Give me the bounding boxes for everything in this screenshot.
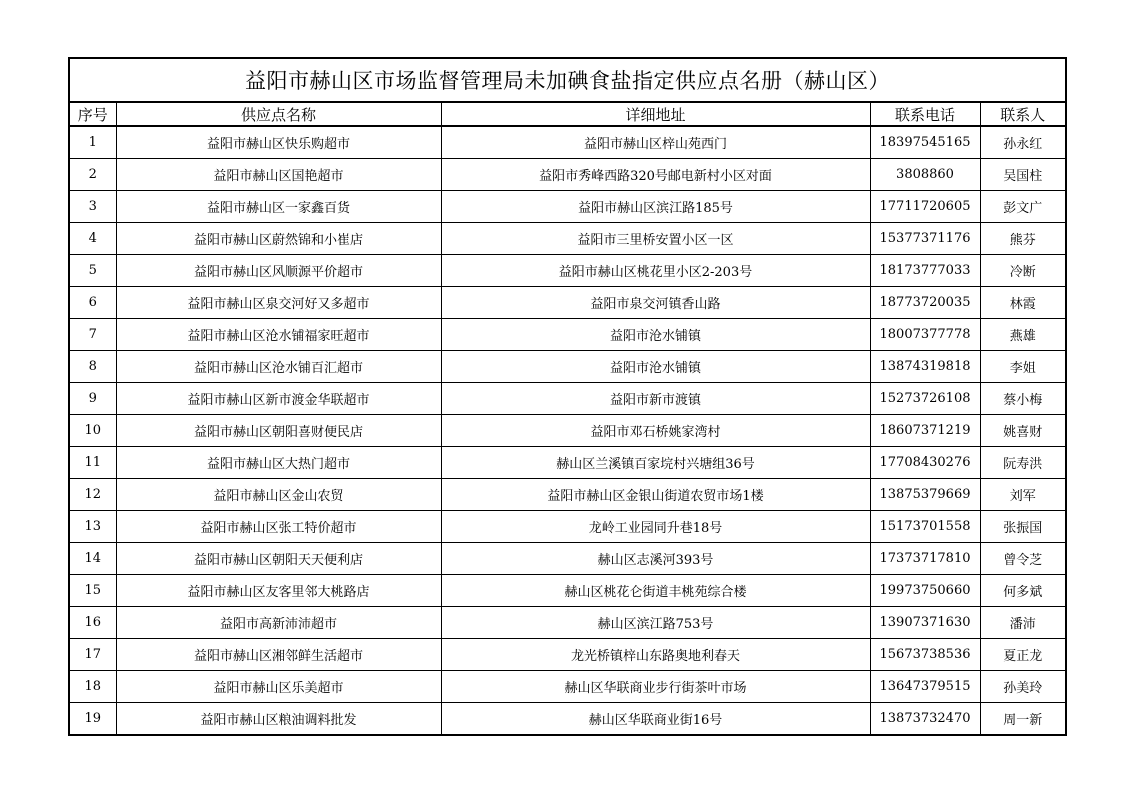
cell-address: 赫山区志溪河393号 [441,543,870,575]
cell-address: 赫山区桃花仑街道丰桃苑综合楼 [441,575,870,607]
cell-contact: 阮寿洪 [980,447,1066,479]
cell-contact: 张振国 [980,511,1066,543]
cell-address: 益阳市邓石桥姚家湾村 [441,415,870,447]
cell-name: 益阳市赫山区金山农贸 [116,479,441,511]
cell-address: 益阳市赫山区滨江路185号 [441,191,870,223]
table-row [69,159,1066,191]
table-row [69,607,1066,639]
cell-phone: 15673738536 [870,639,980,671]
cell-name: 益阳市赫山区大热门超市 [116,447,441,479]
cell-contact: 孙美玲 [980,671,1066,703]
cell-address: 益阳市泉交河镇香山路 [441,287,870,319]
table-row [69,543,1066,575]
cell-no: 14 [69,543,116,575]
header-contact: 联系人 [980,102,1066,126]
cell-contact: 熊芬 [980,223,1066,255]
cell-name: 益阳市赫山区乐美超市 [116,671,441,703]
cell-phone: 18773720035 [870,287,980,319]
cell-contact: 林霞 [980,287,1066,319]
table-row [69,255,1066,287]
cell-name: 益阳市赫山区朝阳喜财便民店 [116,415,441,447]
cell-phone: 15377371176 [870,223,980,255]
cell-no: 6 [69,287,116,319]
table-row [69,351,1066,383]
cell-phone: 13875379669 [870,479,980,511]
table-row [69,479,1066,511]
table-row [69,447,1066,479]
cell-phone: 18173777033 [870,255,980,287]
table-row [69,671,1066,703]
cell-contact: 刘军 [980,479,1066,511]
table-row [69,126,1066,159]
cell-phone: 18397545165 [870,126,980,159]
table-row [69,415,1066,447]
table-row [69,191,1066,223]
cell-name: 益阳市赫山区新市渡金华联超市 [116,383,441,415]
table-body [69,126,1066,735]
cell-no: 3 [69,191,116,223]
cell-name: 益阳市赫山区蔚然锦和小崔店 [116,223,441,255]
cell-contact: 蔡小梅 [980,383,1066,415]
cell-phone: 17373717810 [870,543,980,575]
cell-no: 5 [69,255,116,287]
cell-phone: 3808860 [870,159,980,191]
cell-name: 益阳市赫山区国艳超市 [116,159,441,191]
cell-address: 益阳市三里桥安置小区一区 [441,223,870,255]
table-row [69,319,1066,351]
cell-phone: 15173701558 [870,511,980,543]
cell-contact: 周一新 [980,703,1066,736]
cell-phone: 19973750660 [870,575,980,607]
cell-address: 益阳市沧水铺镇 [441,351,870,383]
cell-name: 益阳市赫山区泉交河好又多超市 [116,287,441,319]
header-row [69,102,1066,126]
table-row [69,223,1066,255]
cell-no: 9 [69,383,116,415]
title-row [69,58,1066,102]
cell-no: 12 [69,479,116,511]
cell-address: 赫山区华联商业街16号 [441,703,870,736]
cell-contact: 潘沛 [980,607,1066,639]
cell-phone: 13907371630 [870,607,980,639]
header-no: 序号 [69,102,116,126]
cell-phone: 13647379515 [870,671,980,703]
cell-contact: 孙永红 [980,126,1066,159]
cell-phone: 13873732470 [870,703,980,736]
cell-name: 益阳市赫山区朝阳天天便利店 [116,543,441,575]
cell-address: 赫山区华联商业步行街茶叶市场 [441,671,870,703]
table-row [69,383,1066,415]
cell-no: 19 [69,703,116,736]
cell-address: 益阳市赫山区桃花里小区2-203号 [441,255,870,287]
header-name: 供应点名称 [116,102,441,126]
cell-name: 益阳市高新沛沛超市 [116,607,441,639]
cell-phone: 18007377778 [870,319,980,351]
cell-contact: 冷断 [980,255,1066,287]
cell-no: 1 [69,126,116,159]
cell-contact: 李姐 [980,351,1066,383]
cell-no: 8 [69,351,116,383]
roster-table [68,57,1067,736]
header-phone: 联系电话 [870,102,980,126]
cell-phone: 15273726108 [870,383,980,415]
cell-name: 益阳市赫山区快乐购超市 [116,126,441,159]
cell-address: 益阳市沧水铺镇 [441,319,870,351]
cell-contact: 吴国柱 [980,159,1066,191]
cell-name: 益阳市赫山区风顺源平价超市 [116,255,441,287]
cell-name: 益阳市赫山区湘邻鲜生活超市 [116,639,441,671]
cell-no: 18 [69,671,116,703]
cell-address: 益阳市新市渡镇 [441,383,870,415]
cell-phone: 13874319818 [870,351,980,383]
cell-address: 赫山区滨江路753号 [441,607,870,639]
cell-no: 7 [69,319,116,351]
page-title: 益阳市赫山区市场监督管理局未加碘食盐指定供应点名册（赫山区） [69,58,1066,102]
cell-no: 11 [69,447,116,479]
table-row [69,511,1066,543]
cell-phone: 17708430276 [870,447,980,479]
cell-no: 17 [69,639,116,671]
cell-contact: 燕雄 [980,319,1066,351]
cell-name: 益阳市赫山区沧水铺百汇超市 [116,351,441,383]
cell-no: 13 [69,511,116,543]
cell-phone: 18607371219 [870,415,980,447]
cell-address: 龙岭工业园同升巷18号 [441,511,870,543]
cell-contact: 夏正龙 [980,639,1066,671]
cell-address: 益阳市秀峰西路320号邮电新村小区对面 [441,159,870,191]
table-row [69,703,1066,736]
cell-address: 益阳市赫山区金银山街道农贸市场1楼 [441,479,870,511]
cell-contact: 彭文广 [980,191,1066,223]
roster-sheet [68,57,1065,736]
table-row [69,287,1066,319]
cell-contact: 何多斌 [980,575,1066,607]
cell-no: 2 [69,159,116,191]
cell-contact: 姚喜财 [980,415,1066,447]
cell-name: 益阳市赫山区粮油调料批发 [116,703,441,736]
cell-address: 龙光桥镇梓山东路奥地利春天 [441,639,870,671]
cell-name: 益阳市赫山区友客里邻大桃路店 [116,575,441,607]
cell-name: 益阳市赫山区一家鑫百货 [116,191,441,223]
cell-no: 4 [69,223,116,255]
cell-phone: 17711720605 [870,191,980,223]
cell-no: 15 [69,575,116,607]
table-row [69,575,1066,607]
cell-address: 益阳市赫山区梓山苑西门 [441,126,870,159]
cell-address: 赫山区兰溪镇百家垸村兴塘组36号 [441,447,870,479]
cell-name: 益阳市赫山区张工特价超市 [116,511,441,543]
cell-name: 益阳市赫山区沧水铺福家旺超市 [116,319,441,351]
header-address: 详细地址 [441,102,870,126]
cell-contact: 曾令芝 [980,543,1066,575]
cell-no: 16 [69,607,116,639]
table-row [69,639,1066,671]
cell-no: 10 [69,415,116,447]
